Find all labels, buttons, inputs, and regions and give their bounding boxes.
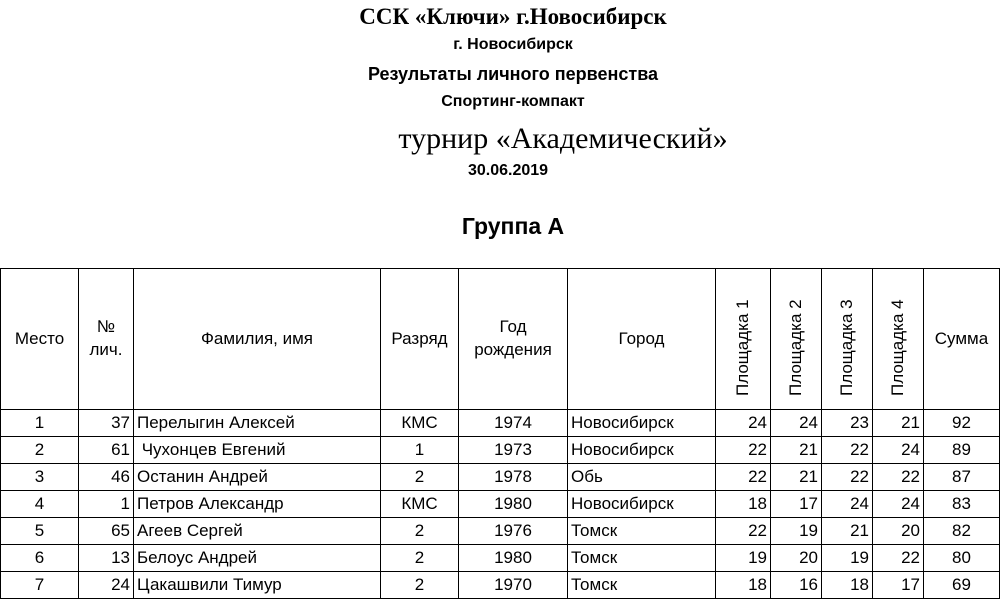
results-table bbox=[0, 268, 1000, 599]
city-cell: Новосибирск bbox=[568, 491, 716, 518]
year-cell: 1980 bbox=[459, 491, 568, 518]
year-cell: 1973 bbox=[459, 437, 568, 464]
club-title: ССК «Ключи» г.Новосибирск bbox=[359, 4, 667, 29]
station3-label: Площадка 3 bbox=[836, 298, 856, 396]
station1-cell: 19 bbox=[716, 545, 771, 572]
station4-cell: 21 bbox=[873, 410, 924, 437]
station2-cell: 16 bbox=[771, 572, 822, 599]
sum-cell: 92 bbox=[924, 410, 1000, 437]
number-cell: 61 bbox=[79, 437, 134, 464]
name-cell: Перелыгин Алексей bbox=[134, 410, 381, 437]
station2-cell: 24 bbox=[771, 410, 822, 437]
number-cell: 37 bbox=[79, 410, 134, 437]
sum-cell: 69 bbox=[924, 572, 1000, 599]
station3-cell: 21 bbox=[822, 518, 873, 545]
city-cell: Томск bbox=[568, 518, 716, 545]
place-cell: 5 bbox=[1, 518, 79, 545]
year-cell: 1980 bbox=[459, 545, 568, 572]
station2-cell: 19 bbox=[771, 518, 822, 545]
group-title: Группа А bbox=[461, 213, 565, 239]
station3-cell: 22 bbox=[822, 437, 873, 464]
station2-cell: 21 bbox=[771, 464, 822, 491]
col-name-header: Фамилия, имя bbox=[134, 269, 381, 410]
name-cell: Цакашвили Тимур bbox=[134, 572, 381, 599]
number-cell: 1 bbox=[79, 491, 134, 518]
place-cell: 6 bbox=[1, 545, 79, 572]
col-station2-header bbox=[771, 269, 822, 410]
name-cell: Останин Андрей bbox=[134, 464, 381, 491]
place-cell: 2 bbox=[1, 437, 79, 464]
col-city-header: Город bbox=[568, 269, 716, 410]
discipline-title: Спортинг-компакт bbox=[441, 93, 585, 110]
station1-cell: 22 bbox=[716, 464, 771, 491]
station4-cell: 22 bbox=[873, 464, 924, 491]
table-header-row bbox=[1, 269, 1000, 410]
station2-label: Площадка 2 bbox=[785, 298, 805, 396]
place-cell: 7 bbox=[1, 572, 79, 599]
number-cell: 24 bbox=[79, 572, 134, 599]
number-cell: 46 bbox=[79, 464, 134, 491]
city-cell: Томск bbox=[568, 572, 716, 599]
rank-cell: 1 bbox=[381, 437, 459, 464]
station1-label: Площадка 1 bbox=[732, 298, 752, 396]
station3-cell: 23 bbox=[822, 410, 873, 437]
station1-cell: 22 bbox=[716, 518, 771, 545]
rank-cell: 2 bbox=[381, 572, 459, 599]
sum-cell: 82 bbox=[924, 518, 1000, 545]
table-row bbox=[1, 410, 1000, 437]
table-row bbox=[1, 464, 1000, 491]
station1-cell: 24 bbox=[716, 410, 771, 437]
table-row bbox=[1, 572, 1000, 599]
year-cell: 1974 bbox=[459, 410, 568, 437]
year-cell: 1970 bbox=[459, 572, 568, 599]
station4-cell: 20 bbox=[873, 518, 924, 545]
col-rank-header: Разряд bbox=[381, 269, 459, 410]
rank-cell: КМС bbox=[381, 410, 459, 437]
station4-label: Площадка 4 bbox=[887, 298, 907, 396]
city-cell: Новосибирск bbox=[568, 437, 716, 464]
table-row bbox=[1, 491, 1000, 518]
tournament-title: турнир «Академический» bbox=[398, 122, 728, 155]
city-cell: Томск bbox=[568, 545, 716, 572]
station4-cell: 17 bbox=[873, 572, 924, 599]
name-cell: Белоус Андрей bbox=[134, 545, 381, 572]
station2-cell: 20 bbox=[771, 545, 822, 572]
table-row bbox=[1, 545, 1000, 572]
results-body bbox=[1, 410, 1000, 599]
city-subtitle: г. Новосибирск bbox=[453, 36, 573, 53]
sum-cell: 83 bbox=[924, 491, 1000, 518]
station3-cell: 18 bbox=[822, 572, 873, 599]
station3-cell: 22 bbox=[822, 464, 873, 491]
rank-cell: КМС bbox=[381, 491, 459, 518]
year-cell: 1978 bbox=[459, 464, 568, 491]
station3-cell: 19 bbox=[822, 545, 873, 572]
place-cell: 3 bbox=[1, 464, 79, 491]
sum-cell: 89 bbox=[924, 437, 1000, 464]
station3-cell: 24 bbox=[822, 491, 873, 518]
sum-cell: 80 bbox=[924, 545, 1000, 572]
station4-cell: 24 bbox=[873, 491, 924, 518]
table-row bbox=[1, 518, 1000, 545]
number-cell: 65 bbox=[79, 518, 134, 545]
name-cell: Агеев Сергей bbox=[134, 518, 381, 545]
year-cell: 1976 bbox=[459, 518, 568, 545]
col-sum-header: Сумма bbox=[924, 269, 1000, 410]
station1-cell: 18 bbox=[716, 491, 771, 518]
col-year-header: Год рождения bbox=[459, 269, 568, 410]
station2-cell: 21 bbox=[771, 437, 822, 464]
place-cell: 4 bbox=[1, 491, 79, 518]
city-cell: Обь bbox=[568, 464, 716, 491]
station4-cell: 22 bbox=[873, 545, 924, 572]
place-cell: 1 bbox=[1, 410, 79, 437]
col-station4-header bbox=[873, 269, 924, 410]
rank-cell: 2 bbox=[381, 545, 459, 572]
col-number-header: № лич. bbox=[79, 269, 134, 410]
city-cell: Новосибирск bbox=[568, 410, 716, 437]
event-date: 30.06.2019 bbox=[467, 162, 549, 179]
name-cell: Петров Александр bbox=[134, 491, 381, 518]
rank-cell: 2 bbox=[381, 464, 459, 491]
number-cell: 13 bbox=[79, 545, 134, 572]
station2-cell: 17 bbox=[771, 491, 822, 518]
name-cell: Чухонцев Евгений bbox=[134, 437, 381, 464]
col-station1-header bbox=[716, 269, 771, 410]
station4-cell: 24 bbox=[873, 437, 924, 464]
rank-cell: 2 bbox=[381, 518, 459, 545]
table-row bbox=[1, 437, 1000, 464]
sum-cell: 87 bbox=[924, 464, 1000, 491]
col-station3-header bbox=[822, 269, 873, 410]
station1-cell: 22 bbox=[716, 437, 771, 464]
station1-cell: 18 bbox=[716, 572, 771, 599]
results-title: Результаты личного первенства bbox=[367, 64, 659, 84]
col-place-header: Место bbox=[1, 269, 79, 410]
